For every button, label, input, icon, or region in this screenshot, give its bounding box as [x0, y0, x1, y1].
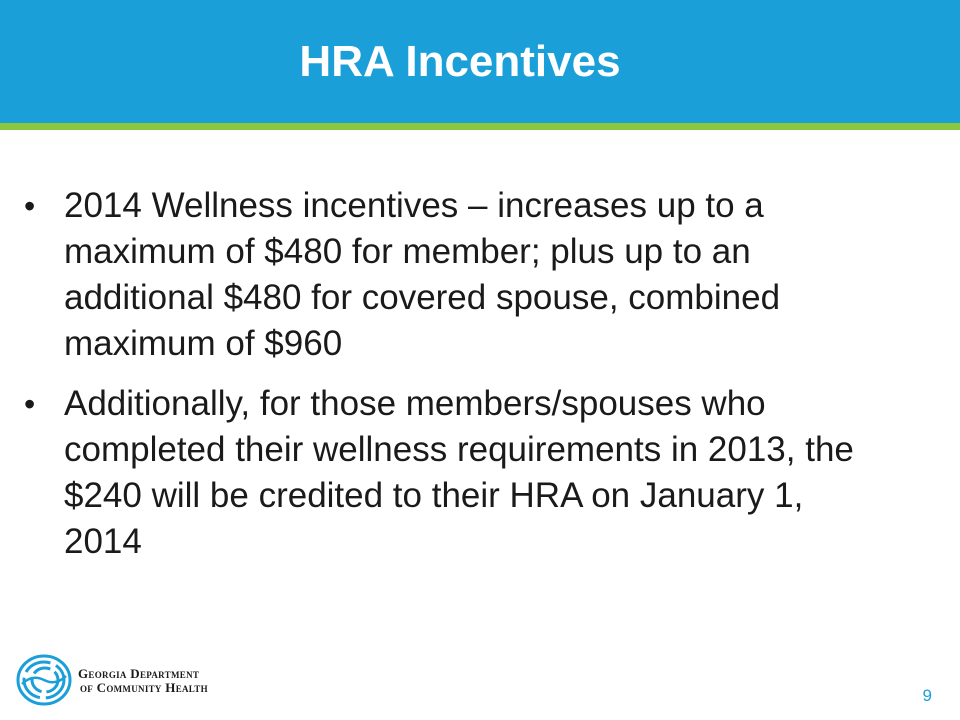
logo-line-1: Georgia Department	[78, 666, 200, 681]
bullet-marker: •	[24, 386, 36, 422]
bullet-text: 2014 Wellness incentives – increases up to a maximum of $480 for member; plus up to an additional $480 for covered spouse, combined maximum of $960	[64, 186, 781, 363]
title-underline	[0, 123, 960, 130]
georgia-dch-logo-icon	[14, 650, 74, 710]
logo-line-2: of Community Health	[80, 680, 208, 695]
bullet-marker: •	[24, 188, 36, 224]
page-number: 9	[922, 686, 932, 705]
bullet-item	[24, 381, 854, 565]
bullet-list	[24, 183, 854, 579]
logo-wordmark	[78, 667, 208, 695]
slide-title: HRA Incentives	[299, 36, 621, 86]
bullet-text: Additionally, for those members/spouses who completed their wellness requirements in 2013, the $240 will be credited to their HRA on January 1, 2014	[64, 384, 854, 561]
bullet-item	[24, 183, 854, 367]
